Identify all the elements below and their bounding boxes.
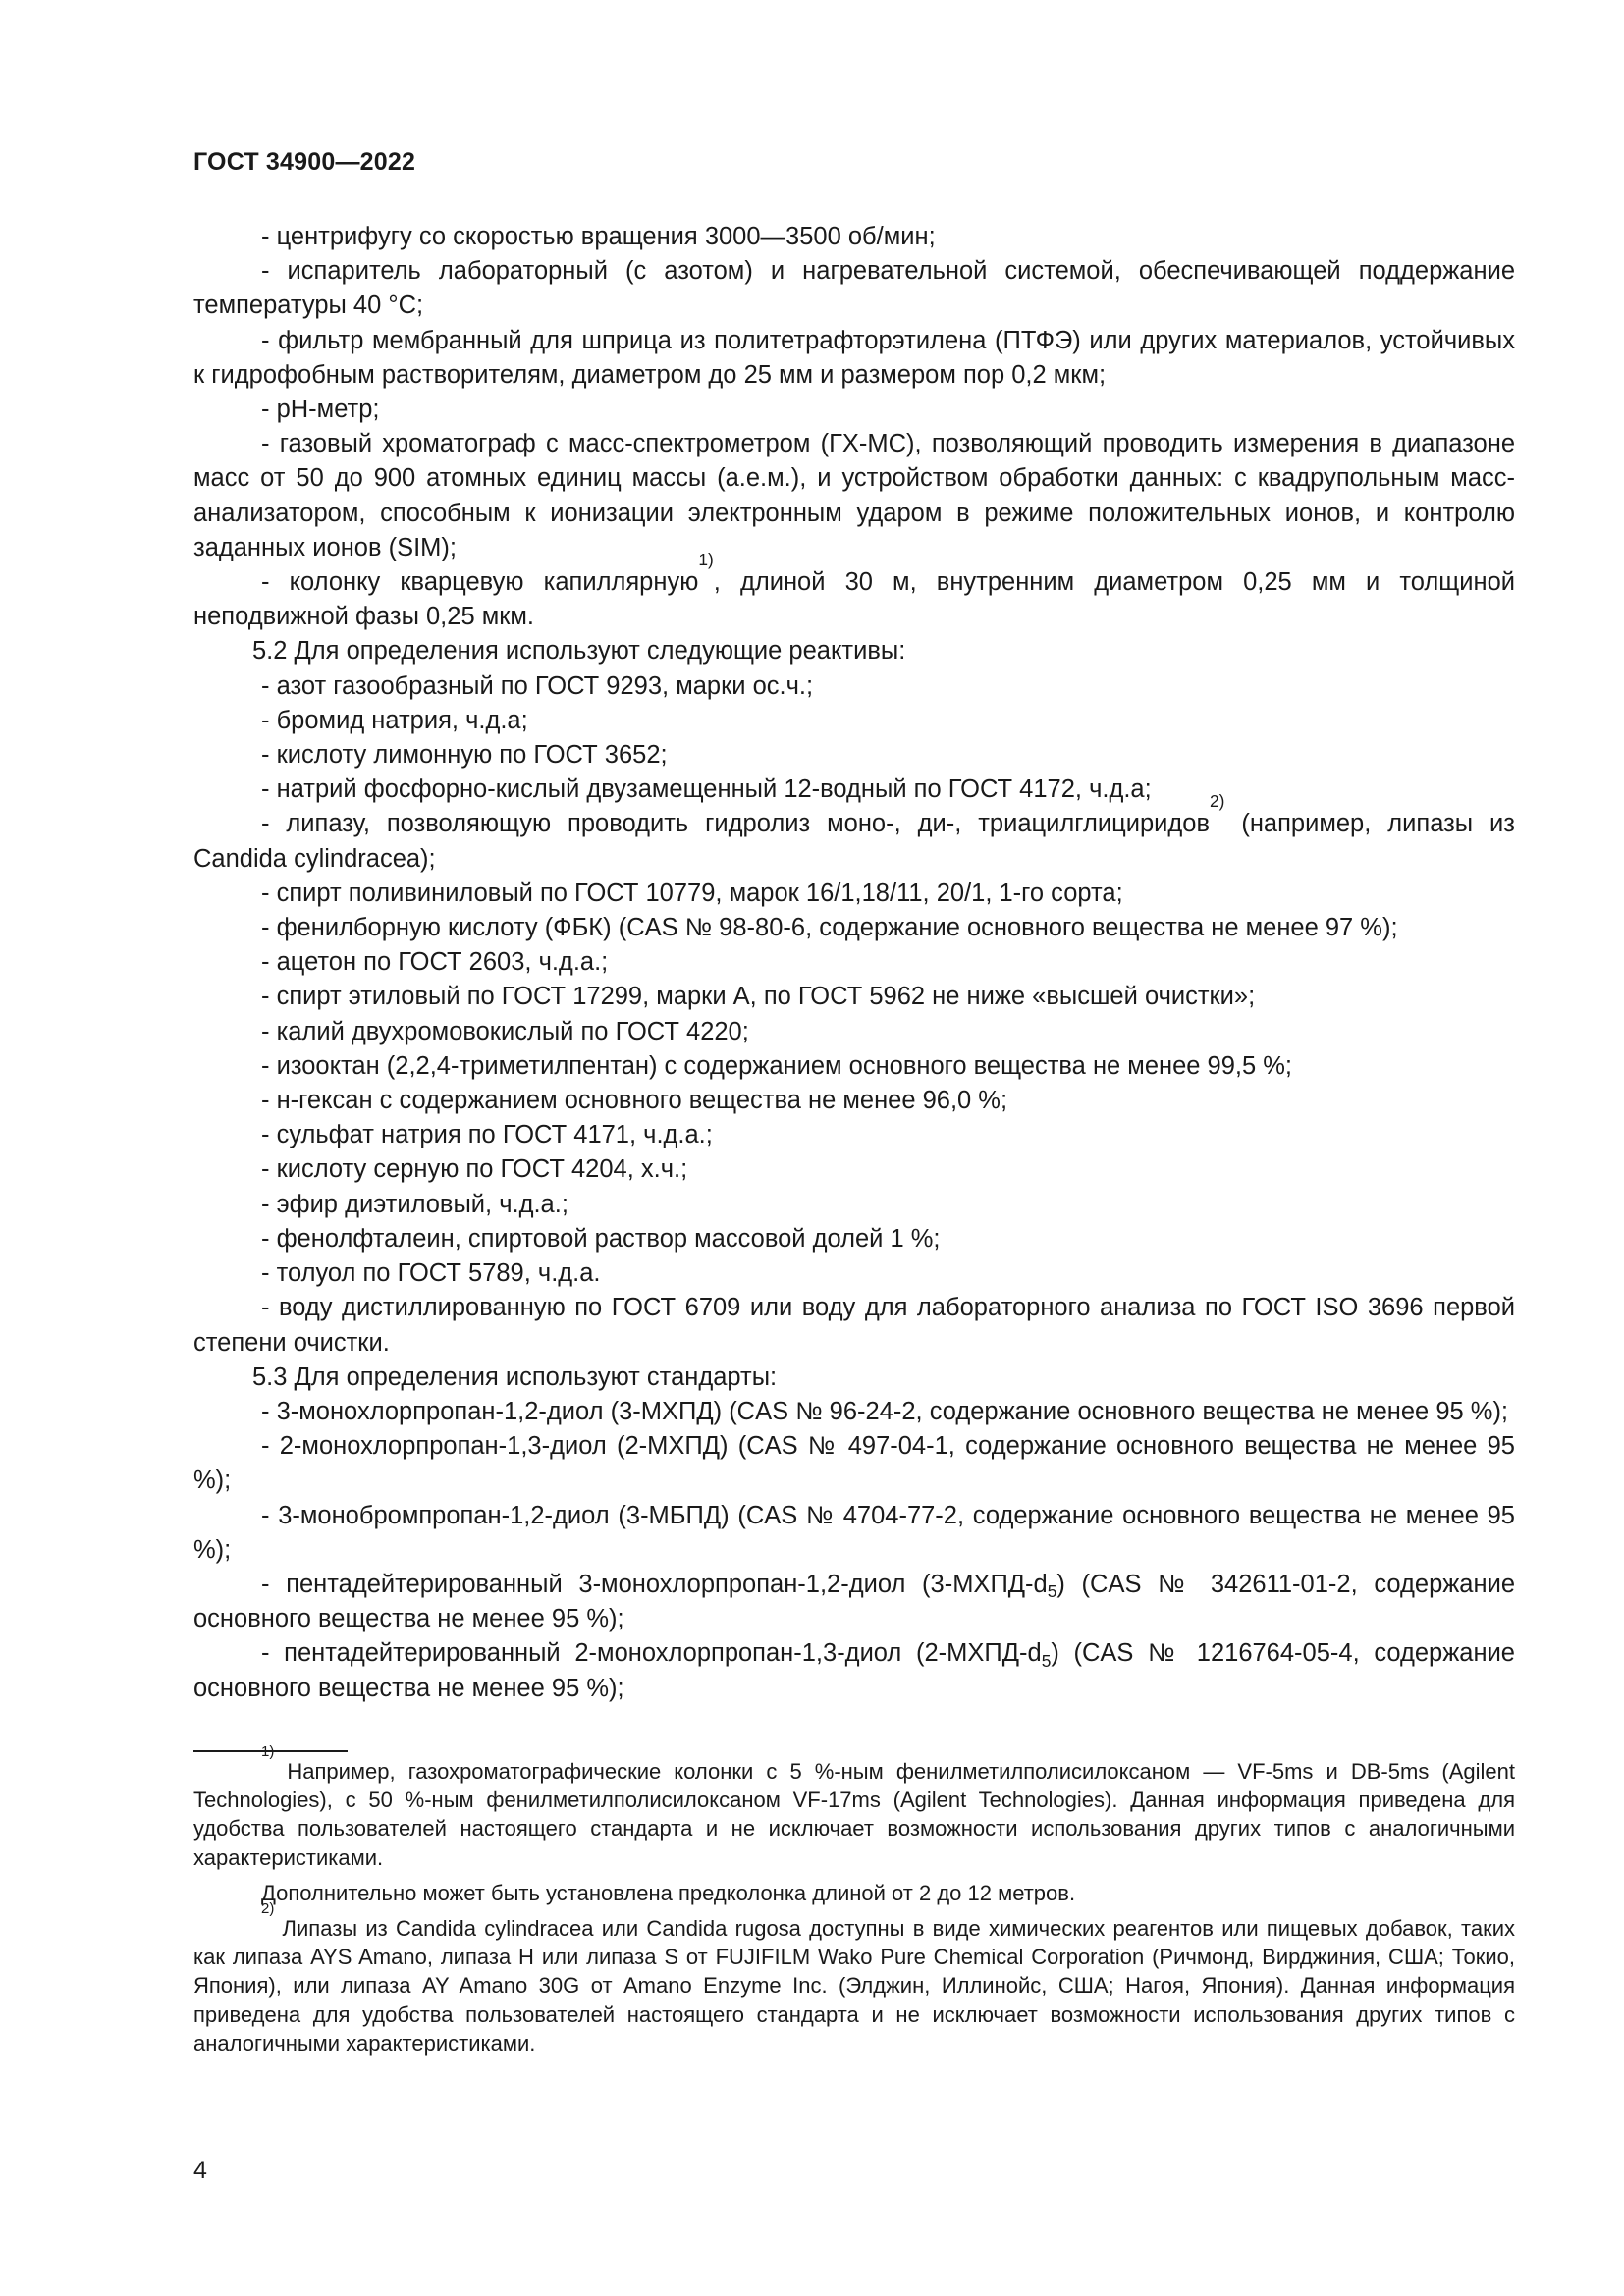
footnote-mark: 1): [261, 1742, 275, 1760]
penta-text-rest: ) (CAS № 342611-01-2, содержание основного вещества не менее 95 %);: [193, 1570, 1515, 1633]
subscript: 5: [1041, 1650, 1052, 1671]
list-item: - азот газообразный по ГОСТ 9293, марки ос.ч.;: [261, 671, 814, 700]
list-item-lipase: [193, 791, 1515, 876]
footnote-text: Липазы из Candida cylindracea или Candida rugosa доступны в виде химических реагентов или пищевых добавок, таких как липаза AYS Amano, липаза Н или липаза S от FUJIFILM Wako Pure Chemical Corporation (Ричмонд, Вирджиния, США; Токио, Япония), или липаза AY Amano 30G от Amano Enzyme Inc. (Элджин, Иллинойс, США; Нагоя, Япония). Данная информация приведена для удобства пользователей настоящего стандарта и не исключает возможности использования других типов с аналогичными характеристиками.: [193, 1916, 1515, 2056]
footnotes: [193, 1742, 1515, 2064]
list-item: - 2-монохлорпропан-1,3-диол (2-МХПД) (CAS № 497-04-1, содержание основного вещества не менее 95 %);: [193, 1432, 1515, 1495]
footnote-1: [193, 1742, 1515, 1872]
document-header: ГОСТ 34900—2022: [193, 148, 416, 176]
penta-text-rest: ) (CAS № 1216764-05-4, содержание основного вещества не менее 95 %);: [193, 1639, 1515, 1702]
footnote-ref: 2): [1210, 791, 1225, 812]
list-item-penta-2: [193, 1636, 1515, 1705]
footnote-text: Например, газохроматографические колонки с 5 %-ным фенилметилполисилоксаном — VF-5ms и DB-5ms (Agilent Technologies), с 50 %-ным фенилметилполисилоксаном VF-17ms (Agilent Technologies). Данная информация приведена для удобства пользователей настоящего стандарта и не исключает возможности использования других типов с аналогичными характеристиками.: [193, 1759, 1515, 1870]
column-text: - колонку кварцевую капиллярную: [261, 568, 699, 597]
list-item: - натрий фосфорно-кислый двузамещенный 12-водный по ГОСТ 4172, ч.д.а;: [261, 775, 1152, 804]
list-item: - фенилборную кислоту (ФБК) (CAS № 98-80-6, содержание основного вещества не менее 97 %);: [261, 914, 1398, 942]
penta-text: - пентадейтерированный 2-монохлорпропан-1,3-диол (2-МХПД-d: [261, 1639, 1042, 1668]
list-item-column: [193, 549, 1516, 634]
list-item: - 3-монохлорпропан-1,2-диол (3-МХПД) (CAS № 96-24-2, содержание основного вещества не менее 95 %);: [261, 1397, 1509, 1425]
list-item: - бромид натрия, ч.д.а;: [261, 706, 528, 734]
list-item: - эфир диэтиловый, ч.д.а.;: [261, 1190, 568, 1218]
list-item: - центрифугу со скоростью вращения 3000—3500 об/мин;: [261, 223, 936, 250]
footnote-2: [193, 1899, 1515, 2057]
list-item: - воду дистиллированную по ГОСТ 6709 или воду для лабораторного анализа по ГОСТ ISO 3696 первой степени очистки.: [193, 1294, 1515, 1357]
section-heading-5-2: 5.2 Для определения используют следующие реактивы:: [252, 637, 906, 666]
list-item: - кислоту лимонную по ГОСТ 3652;: [261, 741, 668, 770]
list-item: - кислоту серную по ГОСТ 4204, х.ч.;: [261, 1155, 688, 1184]
section-heading-5-3: 5.3 Для определения используют стандарты:: [252, 1362, 778, 1391]
list-item: - pH-метр;: [261, 396, 380, 424]
list-item: - сульфат натрия по ГОСТ 4171, ч.д.а.;: [261, 1121, 713, 1149]
list-item: - спирт поливиниловый по ГОСТ 10779, марок 16/1,18/11, 20/1, 1-го сорта;: [261, 879, 1123, 907]
document-body: [193, 220, 1515, 1706]
list-item: - испаритель лабораторный (с азотом) и нагревательной системой, обеспечивающей поддержание температуры 40 °C;: [193, 257, 1515, 320]
subscript: 5: [1047, 1581, 1057, 1602]
footnote-1-addendum: Дополнительно может быть установлена предколонка длиной от 2 до 12 метров.: [261, 1880, 1076, 1905]
footnote-mark: 2): [261, 1899, 275, 1917]
list-item: - калий двухромовокислый по ГОСТ 4220;: [261, 1017, 749, 1045]
list-item: - 3-монобромпропан-1,2-диол (3-МБПД) (CAS № 4704-77-2, содержание основного вещества не менее 95 %);: [193, 1501, 1515, 1564]
list-item: - спирт этиловый по ГОСТ 17299, марки А, по ГОСТ 5962 не ниже «высшей очистки»;: [261, 983, 1256, 1011]
list-item: - толуол по ГОСТ 5789, ч.д.а.: [261, 1259, 601, 1288]
list-item: - ацетон по ГОСТ 2603, ч.д.а.;: [261, 948, 609, 977]
lipase-text-rest: (например, липазы из Candida cylindracea);: [193, 810, 1515, 873]
penta-text: - пентадейтерированный 3-монохлорпропан-1,2-диол (3-МХПД-d: [261, 1570, 1048, 1598]
column-text-rest: , длиной 30 м, внутренним диаметром 0,25 мм и толщиной неподвижной фазы 0,25 мкм.: [193, 568, 1516, 631]
lipase-text: - липазу, позволяющую проводить гидролиз моно-, ди-, триацилглициридов: [261, 810, 1210, 838]
list-item: - изооктан (2,2,4-триметилпентан) с содержанием основного вещества не менее 99,5 %;: [261, 1051, 1293, 1080]
list-item: - фильтр мембранный для шприца из политетрафторэтилена (ПТФЭ) или других материалов, устойчивых к гидрофобным растворителям, диаметром до 25 мм и размером пор 0,2 мкм;: [193, 326, 1515, 389]
footnote-ref: 1): [698, 549, 714, 569]
page-number: 4: [193, 2157, 207, 2184]
list-item: - газовый хроматограф с масс-спектрометром (ГХ-МС), позволяющий проводить измерения в диапазоне масс от 50 до 900 атомных единиц массы (а.е.м.), и устройством обработки данных: с квадрупольным масс-анализатором, способным к ионизации электронным ударом в режиме положительных ионов, и контролю заданных ионов (SIM);: [193, 430, 1515, 561]
list-item-penta-1: [193, 1568, 1515, 1636]
list-item: - н-гексан с содержанием основного вещества не менее 96,0 %;: [261, 1087, 1008, 1115]
list-item: - фенолфталеин, спиртовой раствор массовой долей 1 %;: [261, 1224, 941, 1253]
